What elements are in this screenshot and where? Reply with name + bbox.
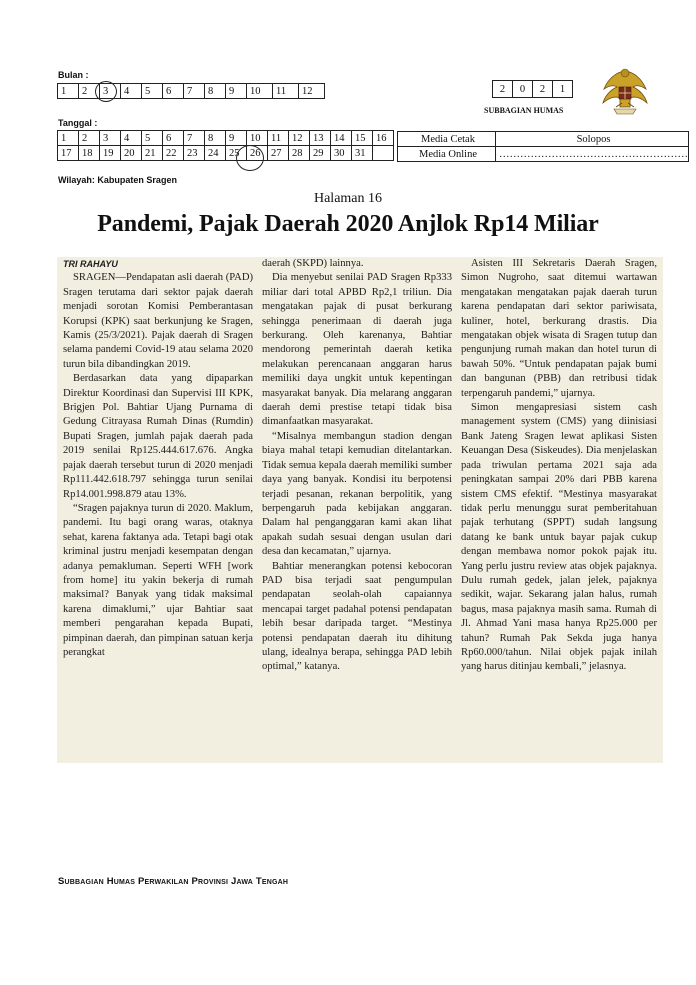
bulan-cell: 2 — [79, 84, 100, 99]
bulan-cell: 5 — [142, 84, 163, 99]
media-online-label: Media Online — [398, 147, 496, 162]
tanggal-cell: 19 — [100, 146, 121, 161]
article-paragraph: “Misalnya membangun stadion dengan biaya mahal tetapi kemudian ditelantarkan. Tidak semua kepala daerah memiliki sumber daya yang banyak. Kondisi itu berpotensi terjadi pesanan, rekanan berpolitik, yang berpengaruh pada kebijakan anggaran. Dalam hal penganggaran kami akan lihat apakah sudah sesuai dengan usulan dari desa dan kecamatan,” ujarnya. — [262, 430, 452, 558]
tanggal-cell: 28 — [289, 146, 310, 161]
tanggal-cell: 10 — [247, 131, 268, 146]
tanggal-cell: 20 — [121, 146, 142, 161]
article-paragraph: Berdasarkan data yang dipaparkan Direktur Koordinasi dan Supervisi III KPK, Brigjen Pol. Bahtiar Ujang Purnama di Gedung Citrayasa Rumah Dinas (Rumdin) Bupati Sragen, jumlah pajak daerah pada 2019 senilai Rp125.444.617.676. Angka pajak daerah tersebut turun di 2020 menjadi Rp111.442.618.797 sehingga turun senilai Rp14.001.998.879 atau 13%. — [63, 373, 253, 500]
tanggal-cell: 30 — [331, 146, 352, 161]
tanggal-cell: 7 — [184, 131, 205, 146]
tanggal-cell: 9 — [226, 131, 247, 146]
media-cetak-label: Media Cetak — [398, 132, 496, 147]
media-cetak-value: Solopos — [496, 132, 689, 147]
article-column-2 — [262, 257, 452, 675]
article-paragraph: Simon mengapresiasi sistem cash management system (CMS) yang diinisiasi Bank Jateng Sragen lewat aplikasi Sisten Keuangan Desa (Siskeudes). Dia menjelaskan pada triwulan pertama 2021 saja ada peningkatan sampai 20% dari PBB karena sistem CMS efektif. “Mestinya masyarakat tidak perlu menunggu surat pemberitahuan pajak terhutang (SPPT) sudah langsung datang ke bank untuk bayar pajak cukup dengan membawa nomor pokok pajak itu. Yang perlu justru review atas objek pajaknya. Dulu rumah gedek, jalan jelek, pajaknya sedikit, wajar. Sekarang jalan halus, rumah bagus, masa pajaknya masih sama. Rumah di Jl. Ahmad Yani masa hanya Rp25.000 per tahun? Rumah Pak Sekda juga hanya Rp60.000/tahun. Nilai objek pajak inilah yang harus ditinjau kembali,” jelasnya. — [461, 402, 657, 673]
bulan-cell: 9 — [226, 84, 247, 99]
tanggal-cell: 26 — [247, 146, 268, 161]
tanggal-cell: 29 — [310, 146, 331, 161]
bulan-cell: 11 — [273, 84, 299, 99]
article-byline: TRI RAHAYU — [63, 259, 118, 269]
tanggal-cell: 3 — [100, 131, 121, 146]
tanggal-cell: 15 — [352, 131, 373, 146]
article-column-3 — [461, 257, 657, 675]
tanggal-cell: 11 — [268, 131, 289, 146]
article-paragraph: daerah (SKPD) lainnya. — [262, 258, 364, 269]
bulan-cell: 8 — [205, 84, 226, 99]
tanggal-cell: 2 — [79, 131, 100, 146]
article-paragraph: SRAGEN—Pendapatan asli daerah (PAD) Sragen terutama dari sektor pajak daerah menjadi sorotan Komisi Pemberantasan Korupsi (KPK) saat berkunjung ke Sragen, Kamis (25/3/2021). Pajak daerah di Sragen selama pandemi Covid-19 atau selama 2020 turun bila dibandingkan 2019. — [63, 272, 253, 370]
media-table — [397, 131, 689, 162]
tanggal-label: Tanggal : — [58, 118, 98, 128]
tahun-digit: 2 — [533, 81, 553, 98]
tanggal-cell: 6 — [163, 131, 184, 146]
tanggal-cell: 14 — [331, 131, 352, 146]
tanggal-cell: 31 — [352, 146, 373, 161]
bulan-cell: 4 — [121, 84, 142, 99]
tanggal-cell: 21 — [142, 146, 163, 161]
tanggal-cell: 4 — [121, 131, 142, 146]
bulan-cell: 12 — [299, 84, 325, 99]
tanggal-cell: 25 — [226, 146, 247, 161]
article-paragraph: “Sragen pajaknya turun di 2020. Maklum, pandemi. Itu bagi orang waras, otaknya sehat, karena faktanya ada. Tetapi bagi otak kriminal justru menjadi kesempatan dengan adanya pemakluman. Seperti WFH [work from home] itu yakin bekerja di rumah maksimal? Banyak yang tidak maksimal karena dimaklumi,” ujar Bahtiar saat memberi pengarahan kepada Bupati, pimpinan daerah, dan pimpinan satuan kerja perangkat — [63, 502, 253, 658]
tahun-digit: 1 — [553, 81, 573, 98]
tanggal-cell: 1 — [58, 131, 79, 146]
tahun-table — [492, 80, 573, 98]
tanggal-cell: 16 — [373, 131, 394, 146]
tanggal-cell: 23 — [184, 146, 205, 161]
tanggal-selected-circle — [236, 145, 264, 171]
article-clipping — [57, 257, 663, 763]
tanggal-cell: 18 — [79, 146, 100, 161]
subbagian-label: SUBBAGIAN HUMAS — [484, 106, 564, 115]
tanggal-cell: 8 — [205, 131, 226, 146]
bulan-label: Bulan : — [58, 70, 89, 80]
tanggal-cell — [373, 146, 394, 161]
bulan-cell: 7 — [184, 84, 205, 99]
bulan-cell: 3 — [100, 84, 121, 99]
garuda-emblem-icon — [596, 63, 654, 119]
tanggal-cell: 12 — [289, 131, 310, 146]
halaman-label: Halaman 16 — [313, 191, 383, 206]
headline: Pandemi, Pajak Daerah 2020 Anjlok Rp14 Miliar — [97, 211, 599, 237]
tanggal-cell: 5 — [142, 131, 163, 146]
tanggal-cell: 27 — [268, 146, 289, 161]
tanggal-cell: 17 — [58, 146, 79, 161]
wilayah-label: Wilayah: Kabupaten Sragen — [58, 175, 177, 185]
tahun-digit: 0 — [513, 81, 533, 98]
tanggal-cell: 24 — [205, 146, 226, 161]
article-paragraph: Bahtiar menerangkan potensi kebocoran PAD bisa terjadi saat pengumpulan pendapatan seolah-olah capaiannya mencapai target padahal potensi pendapatan lebih besar daripada target. “Mestinya potensi pendapatan daerah itu dihitung ulang, idealnya berapa, sehingga PAD lebih optimal,” katanya. — [262, 560, 452, 673]
bulan-cell: 6 — [163, 84, 184, 99]
article-paragraph: Dia menyebut senilai PAD Sragen Rp333 miliar dari total APBD Rp2,1 triliun. Dia mengatakan pajak di pusat berkurang sehingga penerimaan di daerah juga berkurang. Oleh karenanya, Bahtiar mendorong pemerintah daerah ketika melakukan perencanaan anggaran harus memiliki daya ungkit untuk kepentingan masyarakat banyak. Dia melarang anggaran daerah demi prestise tetapi tidak bisa dimanfaatkan masyarakat. — [262, 272, 452, 428]
tanggal-cell: 22 — [163, 146, 184, 161]
bulan-selected-circle — [95, 81, 117, 102]
footer-text: Subbagian Humas Perwakilan Provinsi Jawa Tengah — [58, 876, 289, 887]
article-paragraph: Asisten III Sekretaris Daerah Sragen, Simon Nugroho, saat ditemui wartawan mengatakan mengatakan pajak daerah turun karena pendapatan dari sektor pariwisata, kuliner, hotel, berkurang drastis. Dia mengatakan objek wisata di Sragen tutup dan pengunjung rumah makan dan hotel turun di bawah 50%. “Untuk pendapatan pajak bumi dan bangunan (PBB) dan retribusi tidak terpengaruh pandemi,” ujarnya. — [461, 258, 657, 399]
article-column-1 — [63, 257, 253, 660]
media-online-value: ……………………………………………… — [496, 147, 689, 162]
tanggal-table — [57, 130, 394, 161]
bulan-cell: 1 — [58, 84, 79, 99]
bulan-cell: 10 — [247, 84, 273, 99]
tahun-digit: 2 — [493, 81, 513, 98]
tanggal-cell: 13 — [310, 131, 331, 146]
